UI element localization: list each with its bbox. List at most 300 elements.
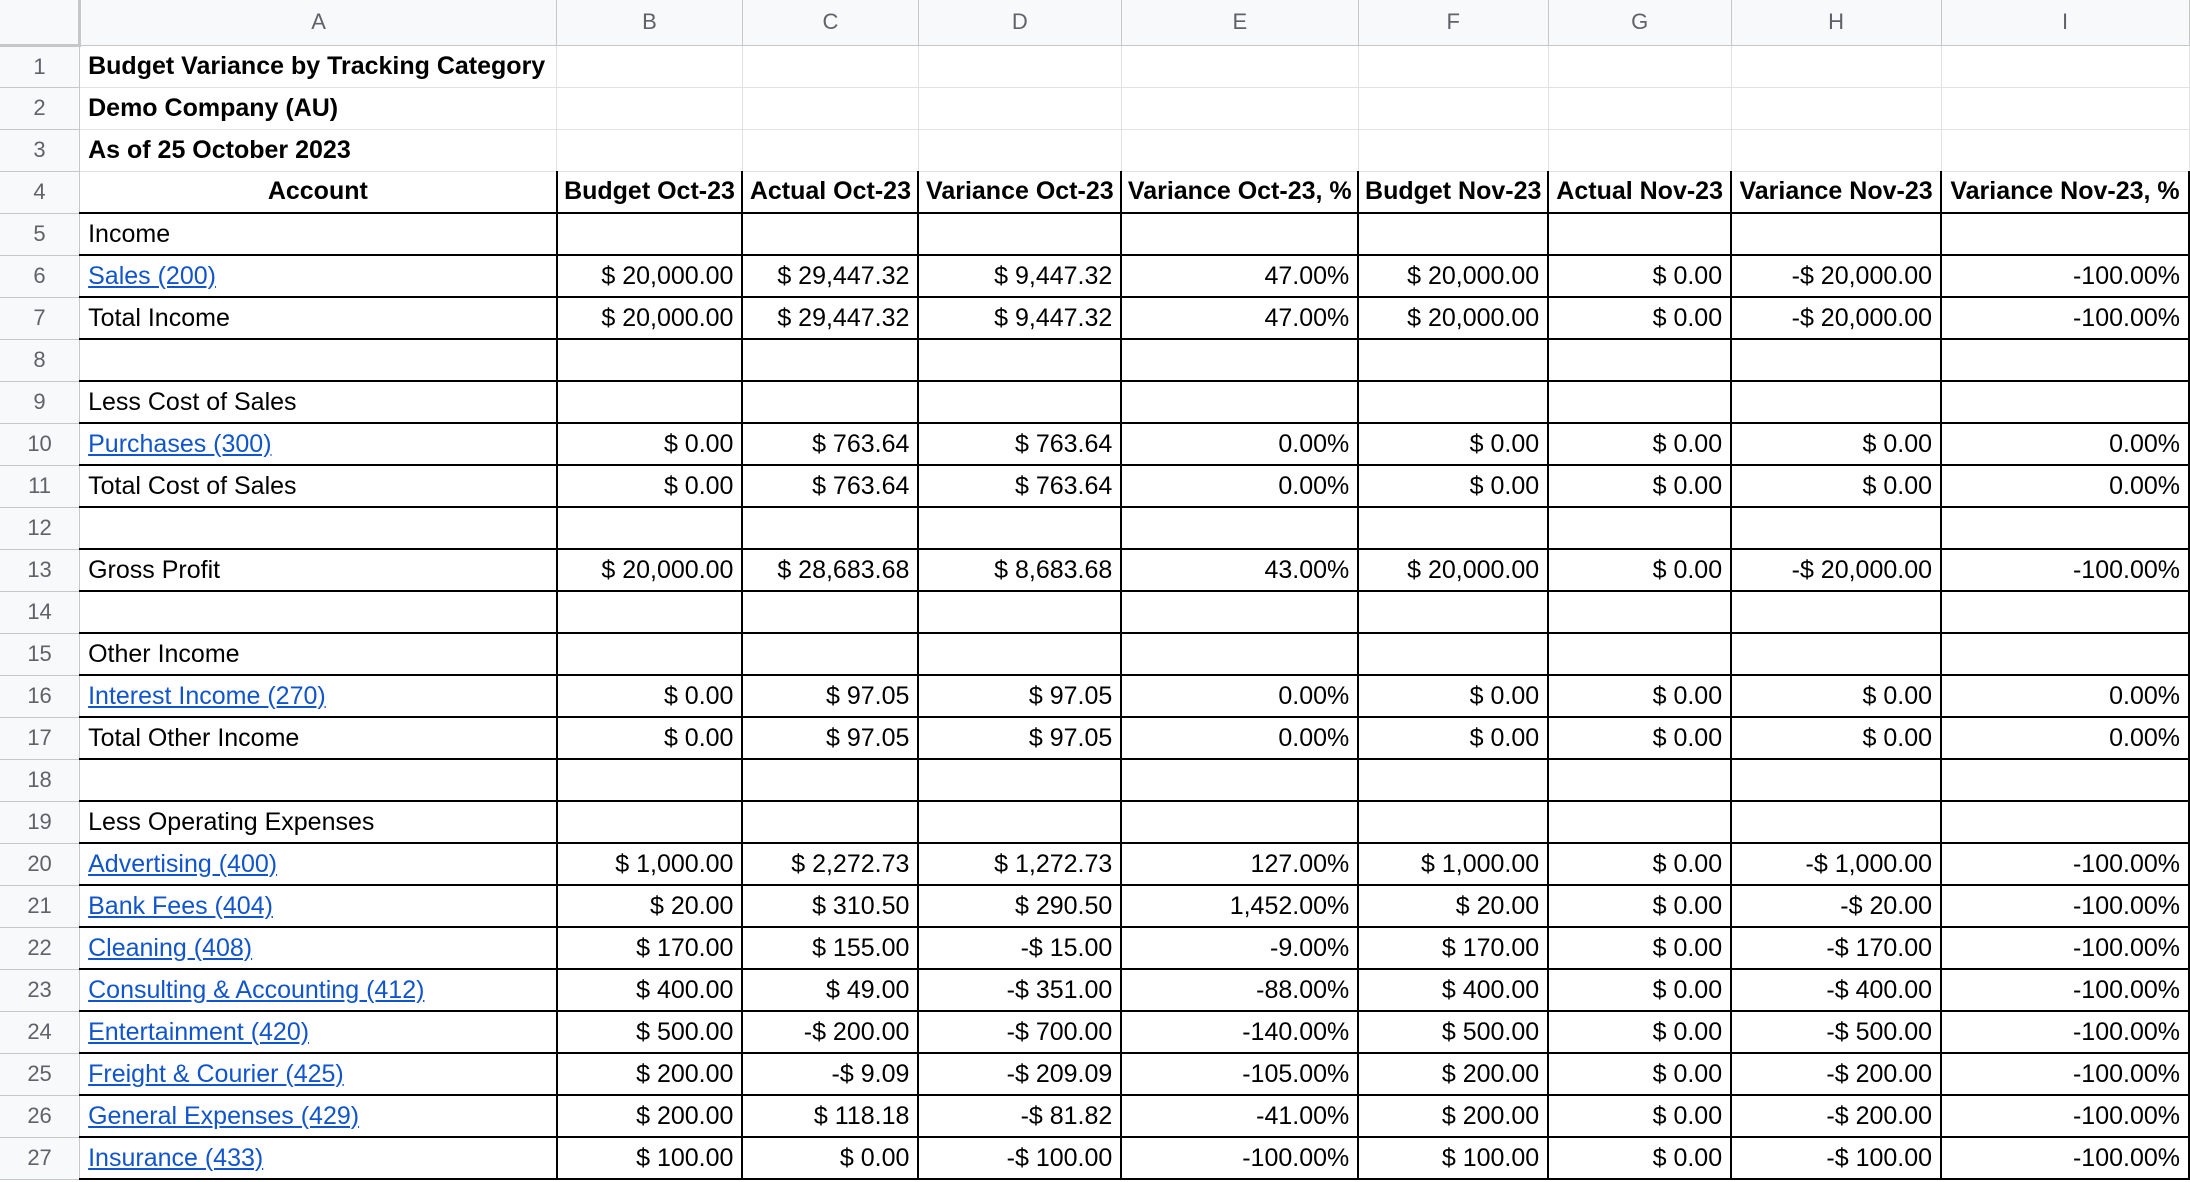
value-cell-f[interactable]: $ 0.00: [1358, 465, 1548, 507]
value-cell-g[interactable]: $ 0.00: [1548, 549, 1731, 591]
value-cell-i[interactable]: -100.00%: [1941, 843, 2189, 885]
value-cell-e[interactable]: [1121, 633, 1358, 675]
row-header[interactable]: 13: [0, 549, 80, 591]
value-cell-b[interactable]: [557, 213, 743, 255]
value-cell-b[interactable]: $ 100.00: [557, 1137, 743, 1179]
account-label[interactable]: [80, 591, 557, 633]
cell-a-title[interactable]: Budget Variance by Tracking Category: [80, 45, 557, 87]
value-cell-g[interactable]: $ 0.00: [1548, 255, 1731, 297]
value-cell-b[interactable]: $ 0.00: [557, 675, 743, 717]
value-cell-d[interactable]: $ 1,272.73: [918, 843, 1121, 885]
account-link[interactable]: Consulting & Accounting (412): [80, 969, 557, 1011]
value-cell-i[interactable]: [1941, 633, 2189, 675]
value-cell-f[interactable]: $ 400.00: [1358, 969, 1548, 1011]
cell-a-title[interactable]: As of 25 October 2023: [80, 129, 557, 171]
value-cell-d[interactable]: [918, 591, 1121, 633]
cell-e[interactable]: [1121, 87, 1358, 129]
row-header[interactable]: 18: [0, 759, 80, 801]
row-header[interactable]: 25: [0, 1053, 80, 1095]
cell-g[interactable]: [1548, 45, 1731, 87]
value-cell-f[interactable]: [1358, 213, 1548, 255]
value-cell-c[interactable]: $ 2,272.73: [742, 843, 918, 885]
table-row: [0, 843, 2189, 885]
value-cell-d[interactable]: -$ 15.00: [918, 927, 1121, 969]
value-cell-g[interactable]: $ 0.00: [1548, 927, 1731, 969]
table-row: [0, 213, 2189, 255]
account-link[interactable]: Advertising (400): [80, 843, 557, 885]
value-cell-i[interactable]: [1941, 381, 2189, 423]
value-cell-f[interactable]: $ 1,000.00: [1358, 843, 1548, 885]
value-cell-i[interactable]: -100.00%: [1941, 297, 2189, 339]
value-cell-h[interactable]: [1731, 507, 1941, 549]
value-cell-b[interactable]: $ 20,000.00: [557, 549, 743, 591]
cell-c[interactable]: [742, 87, 918, 129]
value-cell-d[interactable]: $ 8,683.68: [918, 549, 1121, 591]
value-cell-f[interactable]: $ 20.00: [1358, 885, 1548, 927]
value-cell-e[interactable]: [1121, 759, 1358, 801]
value-cell-i[interactable]: -100.00%: [1941, 1095, 2189, 1137]
value-cell-f[interactable]: $ 20,000.00: [1358, 255, 1548, 297]
value-cell-h[interactable]: -$ 400.00: [1731, 969, 1941, 1011]
value-cell-i[interactable]: [1941, 339, 2189, 381]
value-cell-h[interactable]: -$ 200.00: [1731, 1095, 1941, 1137]
value-cell-e[interactable]: 0.00%: [1121, 717, 1358, 759]
value-cell-g[interactable]: [1548, 381, 1731, 423]
row-header[interactable]: 4: [0, 171, 80, 213]
value-cell-b[interactable]: [557, 633, 743, 675]
value-cell-c[interactable]: $ 29,447.32: [742, 297, 918, 339]
value-cell-h[interactable]: -$ 500.00: [1731, 1011, 1941, 1053]
value-cell-b[interactable]: $ 170.00: [557, 927, 743, 969]
row-header[interactable]: 1: [0, 45, 80, 87]
value-cell-d[interactable]: [918, 801, 1121, 843]
title-row: [0, 129, 2189, 171]
account-label[interactable]: Income: [80, 213, 557, 255]
value-cell-e[interactable]: [1121, 381, 1358, 423]
account-label[interactable]: Gross Profit: [80, 549, 557, 591]
value-cell-d[interactable]: $ 97.05: [918, 717, 1121, 759]
value-cell-c[interactable]: [742, 801, 918, 843]
table-row: [0, 801, 2189, 843]
value-cell-c[interactable]: $ 97.05: [742, 675, 918, 717]
value-cell-e[interactable]: -88.00%: [1121, 969, 1358, 1011]
cell-h[interactable]: [1731, 129, 1941, 171]
value-cell-f[interactable]: $ 20,000.00: [1358, 297, 1548, 339]
value-cell-h[interactable]: [1731, 213, 1941, 255]
table-row: [0, 969, 2189, 1011]
value-cell-b[interactable]: $ 0.00: [557, 465, 743, 507]
account-link[interactable]: Freight & Courier (425): [80, 1053, 557, 1095]
value-cell-f[interactable]: $ 0.00: [1358, 423, 1548, 465]
value-cell-b[interactable]: [557, 507, 743, 549]
value-cell-g[interactable]: $ 0.00: [1548, 1053, 1731, 1095]
value-cell-e[interactable]: [1121, 213, 1358, 255]
table-row: [0, 339, 2189, 381]
value-cell-c[interactable]: -$ 9.09: [742, 1053, 918, 1095]
value-cell-g[interactable]: $ 0.00: [1548, 297, 1731, 339]
value-cell-e[interactable]: 127.00%: [1121, 843, 1358, 885]
row-header[interactable]: 21: [0, 885, 80, 927]
value-cell-f[interactable]: [1358, 339, 1548, 381]
value-cell-f[interactable]: $ 500.00: [1358, 1011, 1548, 1053]
value-cell-c[interactable]: [742, 507, 918, 549]
value-cell-e[interactable]: 1,452.00%: [1121, 885, 1358, 927]
value-cell-i[interactable]: [1941, 801, 2189, 843]
row-header[interactable]: 16: [0, 675, 80, 717]
value-cell-c[interactable]: $ 97.05: [742, 717, 918, 759]
row-header[interactable]: 19: [0, 801, 80, 843]
cell-b[interactable]: [557, 87, 743, 129]
table-row: [0, 1095, 2189, 1137]
table-row: [0, 927, 2189, 969]
value-cell-h[interactable]: $ 0.00: [1731, 717, 1941, 759]
cell-b[interactable]: [557, 129, 743, 171]
row-header[interactable]: 24: [0, 1011, 80, 1053]
value-cell-c[interactable]: $ 118.18: [742, 1095, 918, 1137]
value-cell-c[interactable]: -$ 200.00: [742, 1011, 918, 1053]
value-cell-i[interactable]: -100.00%: [1941, 969, 2189, 1011]
cell-e[interactable]: [1121, 129, 1358, 171]
row-header[interactable]: 15: [0, 633, 80, 675]
value-cell-b[interactable]: [557, 591, 743, 633]
value-cell-b[interactable]: $ 0.00: [557, 423, 743, 465]
value-cell-d[interactable]: $ 97.05: [918, 675, 1121, 717]
header-cell-d[interactable]: Variance Oct-23: [918, 171, 1121, 213]
value-cell-e[interactable]: 47.00%: [1121, 255, 1358, 297]
account-label[interactable]: Other Income: [80, 633, 557, 675]
value-cell-h[interactable]: -$ 200.00: [1731, 1053, 1941, 1095]
value-cell-f[interactable]: [1358, 633, 1548, 675]
value-cell-c[interactable]: $ 29,447.32: [742, 255, 918, 297]
cell-g[interactable]: [1548, 129, 1731, 171]
cell-e[interactable]: [1121, 45, 1358, 87]
value-cell-g[interactable]: [1548, 633, 1731, 675]
row-header[interactable]: 11: [0, 465, 80, 507]
value-cell-f[interactable]: [1358, 801, 1548, 843]
table-row: [0, 1011, 2189, 1053]
column-header-f[interactable]: F: [1358, 0, 1548, 45]
value-cell-h[interactable]: $ 0.00: [1731, 675, 1941, 717]
row-header[interactable]: 12: [0, 507, 80, 549]
value-cell-i[interactable]: 0.00%: [1941, 717, 2189, 759]
row-header[interactable]: 10: [0, 423, 80, 465]
value-cell-c[interactable]: [742, 381, 918, 423]
report-header-row: [0, 171, 2189, 213]
value-cell-d[interactable]: $ 763.64: [918, 423, 1121, 465]
value-cell-g[interactable]: [1548, 801, 1731, 843]
value-cell-f[interactable]: [1358, 759, 1548, 801]
value-cell-d[interactable]: [918, 633, 1121, 675]
header-cell-h[interactable]: Variance Nov-23: [1731, 171, 1941, 213]
value-cell-e[interactable]: -9.00%: [1121, 927, 1358, 969]
cell-f[interactable]: [1358, 45, 1548, 87]
value-cell-h[interactable]: [1731, 801, 1941, 843]
value-cell-e[interactable]: [1121, 591, 1358, 633]
value-cell-f[interactable]: $ 0.00: [1358, 675, 1548, 717]
account-label[interactable]: [80, 507, 557, 549]
value-cell-i[interactable]: -100.00%: [1941, 255, 2189, 297]
row-header[interactable]: 26: [0, 1095, 80, 1137]
account-label[interactable]: Total Income: [80, 297, 557, 339]
cell-c[interactable]: [742, 129, 918, 171]
account-label[interactable]: Less Operating Expenses: [80, 801, 557, 843]
account-link[interactable]: Insurance (433): [80, 1137, 557, 1179]
value-cell-g[interactable]: [1548, 213, 1731, 255]
account-link[interactable]: General Expenses (429): [80, 1095, 557, 1137]
value-cell-g[interactable]: $ 0.00: [1548, 969, 1731, 1011]
value-cell-e[interactable]: [1121, 801, 1358, 843]
value-cell-f[interactable]: $ 200.00: [1358, 1053, 1548, 1095]
account-link[interactable]: Interest Income (270): [80, 675, 557, 717]
value-cell-d[interactable]: [918, 507, 1121, 549]
value-cell-c[interactable]: [742, 633, 918, 675]
value-cell-g[interactable]: $ 0.00: [1548, 843, 1731, 885]
value-cell-h[interactable]: $ 0.00: [1731, 465, 1941, 507]
value-cell-b[interactable]: $ 20,000.00: [557, 297, 743, 339]
value-cell-e[interactable]: -100.00%: [1121, 1137, 1358, 1179]
table-row: [0, 297, 2189, 339]
value-cell-h[interactable]: [1731, 759, 1941, 801]
header-cell-f[interactable]: Budget Nov-23: [1358, 171, 1548, 213]
value-cell-c[interactable]: $ 0.00: [742, 1137, 918, 1179]
value-cell-b[interactable]: $ 20,000.00: [557, 255, 743, 297]
value-cell-f[interactable]: [1358, 381, 1548, 423]
cell-i[interactable]: [1941, 129, 2189, 171]
table-row: [0, 465, 2189, 507]
select-all-corner[interactable]: [0, 0, 80, 45]
cell-d[interactable]: [918, 129, 1121, 171]
value-cell-g[interactable]: $ 0.00: [1548, 675, 1731, 717]
value-cell-b[interactable]: $ 20.00: [557, 885, 743, 927]
value-cell-d[interactable]: [918, 381, 1121, 423]
value-cell-c[interactable]: [742, 759, 918, 801]
value-cell-c[interactable]: $ 763.64: [742, 465, 918, 507]
value-cell-c[interactable]: $ 28,683.68: [742, 549, 918, 591]
cell-h[interactable]: [1731, 45, 1941, 87]
value-cell-e[interactable]: 0.00%: [1121, 465, 1358, 507]
value-cell-b[interactable]: $ 0.00: [557, 717, 743, 759]
value-cell-e[interactable]: 43.00%: [1121, 549, 1358, 591]
header-cell-b[interactable]: Budget Oct-23: [557, 171, 743, 213]
account-label[interactable]: Total Cost of Sales: [80, 465, 557, 507]
value-cell-i[interactable]: -100.00%: [1941, 927, 2189, 969]
header-cell-e[interactable]: Variance Oct-23, %: [1121, 171, 1358, 213]
value-cell-d[interactable]: $ 290.50: [918, 885, 1121, 927]
value-cell-b[interactable]: [557, 801, 743, 843]
value-cell-i[interactable]: -100.00%: [1941, 1137, 2189, 1179]
value-cell-i[interactable]: [1941, 507, 2189, 549]
value-cell-h[interactable]: -$ 100.00: [1731, 1137, 1941, 1179]
value-cell-i[interactable]: -100.00%: [1941, 1011, 2189, 1053]
value-cell-e[interactable]: [1121, 339, 1358, 381]
value-cell-h[interactable]: -$ 1,000.00: [1731, 843, 1941, 885]
value-cell-f[interactable]: $ 0.00: [1358, 717, 1548, 759]
account-link[interactable]: Bank Fees (404): [80, 885, 557, 927]
value-cell-d[interactable]: $ 763.64: [918, 465, 1121, 507]
value-cell-f[interactable]: $ 200.00: [1358, 1095, 1548, 1137]
table-row: [0, 423, 2189, 465]
value-cell-f[interactable]: $ 100.00: [1358, 1137, 1548, 1179]
account-label[interactable]: Total Other Income: [80, 717, 557, 759]
value-cell-h[interactable]: $ 0.00: [1731, 423, 1941, 465]
value-cell-i[interactable]: 0.00%: [1941, 465, 2189, 507]
account-label[interactable]: Less Cost of Sales: [80, 381, 557, 423]
column-header-h[interactable]: H: [1731, 0, 1941, 45]
value-cell-f[interactable]: $ 170.00: [1358, 927, 1548, 969]
column-header-a[interactable]: A: [80, 0, 557, 45]
account-link[interactable]: Cleaning (408): [80, 927, 557, 969]
value-cell-b[interactable]: $ 200.00: [557, 1053, 743, 1095]
value-cell-e[interactable]: -105.00%: [1121, 1053, 1358, 1095]
value-cell-c[interactable]: $ 49.00: [742, 969, 918, 1011]
value-cell-g[interactable]: [1548, 591, 1731, 633]
value-cell-g[interactable]: $ 0.00: [1548, 1137, 1731, 1179]
row-header[interactable]: 14: [0, 591, 80, 633]
value-cell-i[interactable]: [1941, 213, 2189, 255]
header-cell-a[interactable]: Account: [80, 171, 557, 213]
value-cell-b[interactable]: $ 400.00: [557, 969, 743, 1011]
row-header[interactable]: 3: [0, 129, 80, 171]
value-cell-g[interactable]: [1548, 339, 1731, 381]
cell-b[interactable]: [557, 45, 743, 87]
value-cell-c[interactable]: [742, 339, 918, 381]
account-link[interactable]: Entertainment (420): [80, 1011, 557, 1053]
cell-h[interactable]: [1731, 87, 1941, 129]
value-cell-e[interactable]: 0.00%: [1121, 675, 1358, 717]
value-cell-e[interactable]: -140.00%: [1121, 1011, 1358, 1053]
value-cell-d[interactable]: -$ 209.09: [918, 1053, 1121, 1095]
value-cell-g[interactable]: $ 0.00: [1548, 1011, 1731, 1053]
value-cell-c[interactable]: $ 763.64: [742, 423, 918, 465]
value-cell-b[interactable]: $ 500.00: [557, 1011, 743, 1053]
row-header[interactable]: 23: [0, 969, 80, 1011]
value-cell-i[interactable]: [1941, 759, 2189, 801]
column-header-b[interactable]: B: [557, 0, 743, 45]
row-header[interactable]: 22: [0, 927, 80, 969]
value-cell-d[interactable]: [918, 759, 1121, 801]
value-cell-b[interactable]: [557, 339, 743, 381]
row-header[interactable]: 7: [0, 297, 80, 339]
column-header-c[interactable]: C: [742, 0, 918, 45]
value-cell-h[interactable]: -$ 20,000.00: [1731, 549, 1941, 591]
row-header[interactable]: 8: [0, 339, 80, 381]
value-cell-e[interactable]: 47.00%: [1121, 297, 1358, 339]
row-header[interactable]: 20: [0, 843, 80, 885]
cell-a-title[interactable]: Demo Company (AU): [80, 87, 557, 129]
header-cell-c[interactable]: Actual Oct-23: [742, 171, 918, 213]
value-cell-i[interactable]: 0.00%: [1941, 675, 2189, 717]
cell-d[interactable]: [918, 87, 1121, 129]
value-cell-c[interactable]: $ 155.00: [742, 927, 918, 969]
value-cell-h[interactable]: -$ 170.00: [1731, 927, 1941, 969]
header-cell-i[interactable]: Variance Nov-23, %: [1941, 171, 2189, 213]
column-header-g[interactable]: G: [1548, 0, 1731, 45]
value-cell-d[interactable]: -$ 700.00: [918, 1011, 1121, 1053]
value-cell-b[interactable]: $ 200.00: [557, 1095, 743, 1137]
value-cell-g[interactable]: $ 0.00: [1548, 1095, 1731, 1137]
column-header-e[interactable]: E: [1121, 0, 1358, 45]
cell-d[interactable]: [918, 45, 1121, 87]
cell-g[interactable]: [1548, 87, 1731, 129]
row-header[interactable]: 9: [0, 381, 80, 423]
cell-i[interactable]: [1941, 87, 2189, 129]
value-cell-d[interactable]: [918, 213, 1121, 255]
value-cell-d[interactable]: $ 9,447.32: [918, 297, 1121, 339]
row-header[interactable]: 27: [0, 1137, 80, 1179]
table-row: [0, 717, 2189, 759]
value-cell-c[interactable]: [742, 213, 918, 255]
table-row: [0, 633, 2189, 675]
value-cell-e[interactable]: 0.00%: [1121, 423, 1358, 465]
value-cell-g[interactable]: $ 0.00: [1548, 717, 1731, 759]
value-cell-d[interactable]: -$ 81.82: [918, 1095, 1121, 1137]
value-cell-c[interactable]: [742, 591, 918, 633]
cell-i[interactable]: [1941, 45, 2189, 87]
header-cell-g[interactable]: Actual Nov-23: [1548, 171, 1731, 213]
row-header[interactable]: 17: [0, 717, 80, 759]
value-cell-b[interactable]: [557, 381, 743, 423]
column-header-i[interactable]: I: [1941, 0, 2189, 45]
value-cell-h[interactable]: -$ 20,000.00: [1731, 255, 1941, 297]
value-cell-h[interactable]: -$ 20,000.00: [1731, 297, 1941, 339]
table-row: [0, 885, 2189, 927]
table-row: [0, 549, 2189, 591]
value-cell-f[interactable]: [1358, 507, 1548, 549]
table-row: [0, 759, 2189, 801]
account-label[interactable]: [80, 339, 557, 381]
table-row: [0, 675, 2189, 717]
row-header[interactable]: 2: [0, 87, 80, 129]
value-cell-h[interactable]: [1731, 381, 1941, 423]
value-cell-c[interactable]: $ 310.50: [742, 885, 918, 927]
row-header[interactable]: 6: [0, 255, 80, 297]
account-link[interactable]: Purchases (300): [80, 423, 557, 465]
account-link[interactable]: Sales (200): [80, 255, 557, 297]
value-cell-h[interactable]: -$ 20.00: [1731, 885, 1941, 927]
value-cell-b[interactable]: [557, 759, 743, 801]
value-cell-h[interactable]: [1731, 591, 1941, 633]
value-cell-h[interactable]: [1731, 339, 1941, 381]
value-cell-i[interactable]: [1941, 591, 2189, 633]
value-cell-g[interactable]: [1548, 507, 1731, 549]
value-cell-d[interactable]: $ 9,447.32: [918, 255, 1121, 297]
cell-f[interactable]: [1358, 129, 1548, 171]
account-label[interactable]: [80, 759, 557, 801]
cell-f[interactable]: [1358, 87, 1548, 129]
value-cell-e[interactable]: -41.00%: [1121, 1095, 1358, 1137]
value-cell-i[interactable]: -100.00%: [1941, 1053, 2189, 1095]
value-cell-f[interactable]: $ 20,000.00: [1358, 549, 1548, 591]
value-cell-g[interactable]: $ 0.00: [1548, 885, 1731, 927]
column-header-d[interactable]: D: [918, 0, 1121, 45]
value-cell-g[interactable]: $ 0.00: [1548, 423, 1731, 465]
value-cell-g[interactable]: [1548, 759, 1731, 801]
value-cell-d[interactable]: -$ 351.00: [918, 969, 1121, 1011]
value-cell-i[interactable]: 0.00%: [1941, 423, 2189, 465]
value-cell-b[interactable]: $ 1,000.00: [557, 843, 743, 885]
value-cell-f[interactable]: [1358, 591, 1548, 633]
table-row: [0, 255, 2189, 297]
value-cell-e[interactable]: [1121, 507, 1358, 549]
value-cell-d[interactable]: -$ 100.00: [918, 1137, 1121, 1179]
value-cell-d[interactable]: [918, 339, 1121, 381]
value-cell-g[interactable]: $ 0.00: [1548, 465, 1731, 507]
value-cell-i[interactable]: -100.00%: [1941, 885, 2189, 927]
row-header[interactable]: 5: [0, 213, 80, 255]
value-cell-h[interactable]: [1731, 633, 1941, 675]
value-cell-i[interactable]: -100.00%: [1941, 549, 2189, 591]
cell-c[interactable]: [742, 45, 918, 87]
